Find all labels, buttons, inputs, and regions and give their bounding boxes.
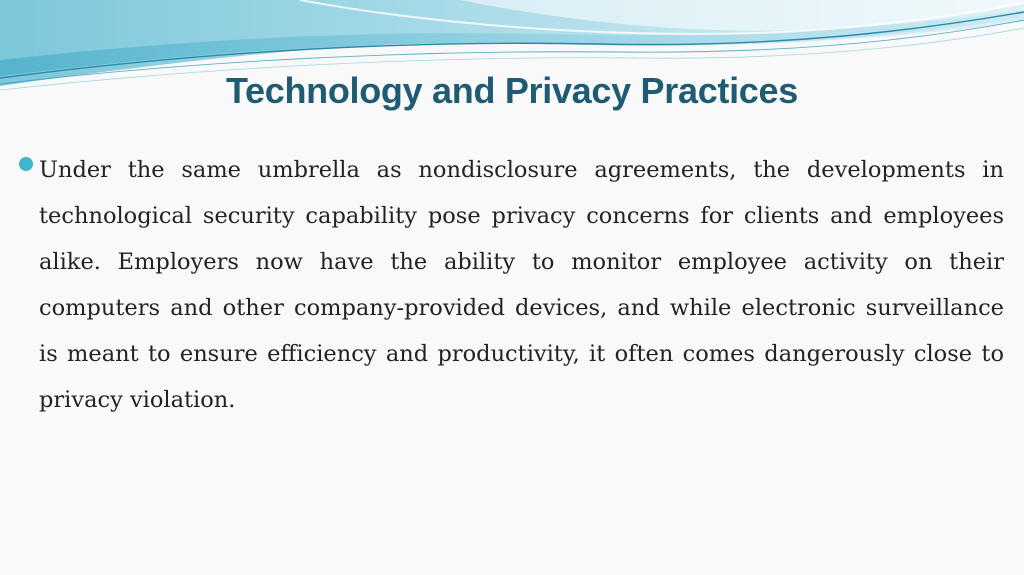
slide-title: Technology and Privacy Practices: [226, 70, 798, 111]
bullet-text: Under the same umbrella as nondisclosure agreements, the developments in technological security capability pose privacy concerns for clients and employees alike. Employers now have the ability to monitor employee activity on their computers and other company-provided devices, and while electronic surveillance is meant to ensure efficiency and productivity, it often comes dangerously close to privacy violation.: [39, 157, 1004, 413]
bullet-icon: [19, 157, 33, 171]
